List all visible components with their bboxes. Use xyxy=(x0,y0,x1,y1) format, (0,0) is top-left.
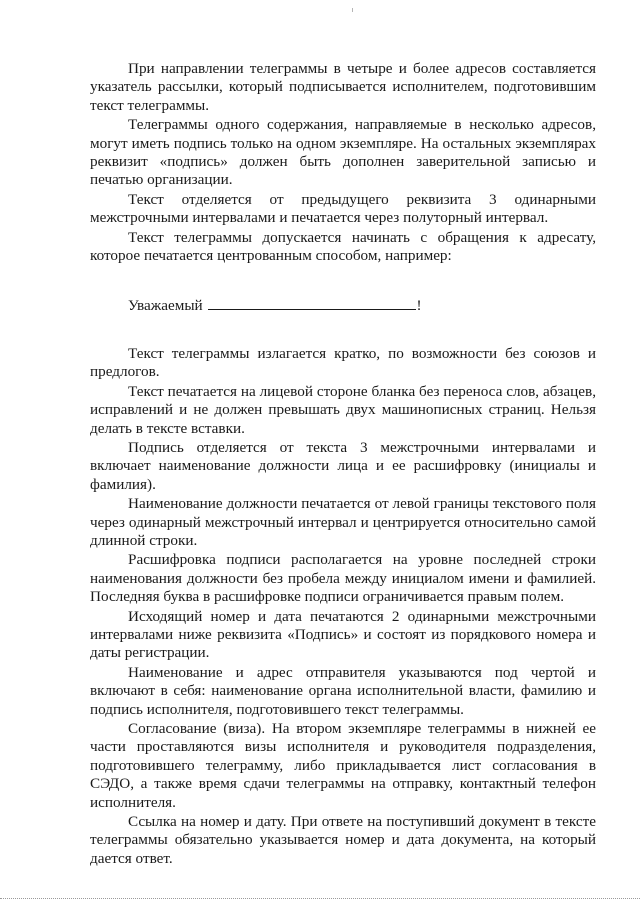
paragraph: Ссылка на номер и дату. При ответе на поступивший документ в тексте телеграммы обязательно указывается номер и дата документа, на который дается ответ. xyxy=(90,813,596,867)
salutation-exclamation: ! xyxy=(416,297,422,315)
document-text xyxy=(90,60,596,869)
paragraph: Телеграммы одного содержания, направляемые в несколько адресов, могут иметь подпись только на одном экземпляре. На остальных экземплярах реквизит «подпись» должен быть дополнен заверительной записью и печатью организации. xyxy=(90,116,596,189)
paragraph: Наименование должности печатается от левой границы текстового поля через одинарный межстрочный интервал и центрируется относительно самой длинной строки. xyxy=(90,495,596,549)
paragraph: Согласование (виза). На втором экземпляре телеграммы в нижней ее части проставляются визы исполнителя и руководителя подразделения, подготовившего телеграмму, либо прикладывается лист согласования в СЭДО, а также время сдачи телеграммы на отправку, контактный телефон исполнителя. xyxy=(90,720,596,811)
paragraph: Расшифровка подписи располагается на уровне последней строки наименования должности без пробела между инициалом имени и фамилией. Последняя буква в расшифровке подписи ограничивается правым полем. xyxy=(90,551,596,606)
paragraph: Текст телеграммы допускается начинать с обращения к адресату, которое печатается центрованным способом, например: xyxy=(90,228,596,265)
paragraph: Текст печатается на лицевой стороне бланка без переноса слов, абзацев, исправлений и не должен превышать двух машинописных страниц. Нельзя делать в тексте вставки. xyxy=(90,382,596,437)
paragraph: Исходящий номер и дата печатаются 2 одинарными межстрочными интервалами ниже реквизита «Подпись» и состоят из порядкового номера и даты регистрации. xyxy=(90,607,596,662)
paragraph: Наименование и адрес отправителя указываются под чертой и включают в себя: наименование органа исполнительной власти, фамилию и подпись исполнителя, подготовившего текст телеграммы. xyxy=(90,663,596,718)
paragraph: Текст отделяется от предыдущего реквизита 3 одинарными межстрочными интервалами и печатается через полуторный интервал. xyxy=(90,190,596,227)
scan-speck xyxy=(352,8,353,12)
paragraph: Текст телеграммы излагается кратко, по возможности без союзов и предлогов. xyxy=(90,344,596,381)
salutation-blank-line xyxy=(208,295,416,310)
paragraph: При направлении телеграммы в четыре и более адресов составляется указатель рассылки, который подписывается исполнителем, подготовившим текст телеграммы. xyxy=(90,60,596,114)
salutation-example xyxy=(128,295,596,315)
page-bottom-edge xyxy=(0,898,640,899)
salutation-word: Уважаемый xyxy=(128,297,203,315)
paragraph: Подпись отделяется от текста 3 межстрочными интервалами и включает наименование должности лица и ее расшифровку (инициалы и фамилия). xyxy=(90,438,596,493)
